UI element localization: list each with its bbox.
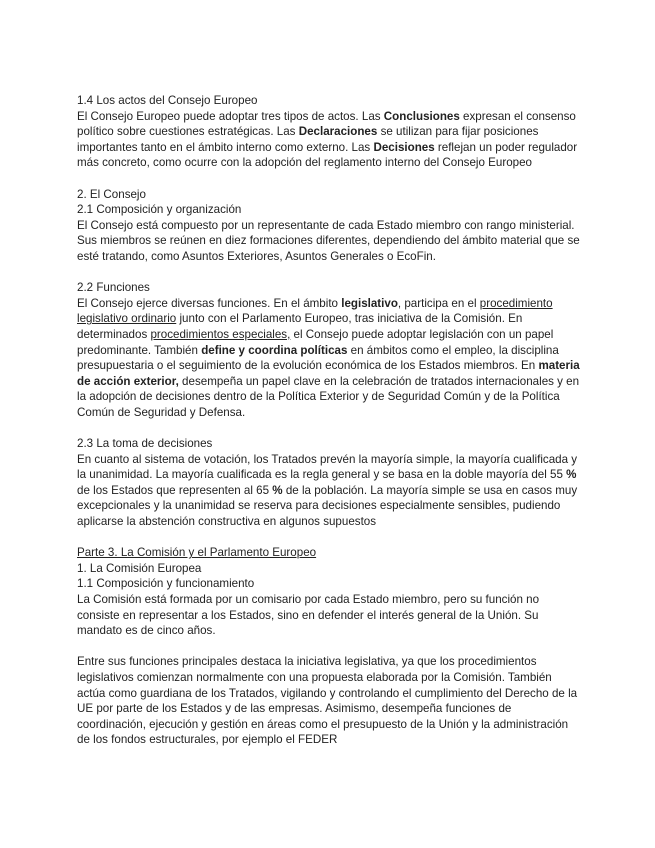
paragraph: La Comisión está formada por un comisario por cada Estado miembro, pero su función no consiste en representar a los Estados, sino en defender el interés general de la Unión. Su mandato es de cinco años.: [77, 593, 540, 638]
paragraph: Entre sus funciones principales destaca la iniciativa legislativa, ya que los procedimientos legislativos comienzan normalmente con una propuesta elaborada por la Comisión. También actúa como guardiana de los Tratados, vigilando y controlando el cumplimiento del Derecho de la UE por parte de los Estados y de las empresas. Asimismo, desempeña funciones de coordinación, ejecución y gestión en áreas como el presupuesto de la Unión y la administración de los fondos estructurales, por ejemplo el FEDER: [77, 655, 578, 747]
paragraph: El Consejo Europeo puede adoptar tres tipos de actos. Las Conclusiones expresan el consenso político sobre cuestiones estratégicas. Las Declaraciones se utilizan para fijar posiciones importantes tanto en el ámbito interno como externo. Las Decisiones reflejan un poder regulador más concreto, como ocurre con la adopción del reglamento interno del Consejo Europeo: [77, 109, 578, 170]
subsection-heading: 2.2 Funciones: [77, 281, 150, 295]
subsection-heading: 2.1 Composición y organización: [77, 203, 242, 217]
section-heading: 1. La Comisión Europea: [77, 561, 202, 575]
part-heading: Parte 3. La Comisión y el Parlamento Europeo: [77, 546, 317, 560]
section-heading: 1.4 Los actos del Consejo Europeo: [77, 94, 258, 107]
paragraph: En cuanto al sistema de votación, los Tratados prevén la mayoría simple, la mayoría cualificada y la unanimidad. La mayoría cualificada es la regla general y se basa en la doble mayoría del 55 % de los Estados que representen al 65 % de la población. La mayoría simple se usa en casos muy excepcionales y la unanimidad se reserva para decisiones especialmente sensibles, pudiendo aplicarse la abstención constructiva en algunos supuestos: [77, 452, 578, 529]
document-page: [77, 93, 582, 748]
paragraph: El Consejo ejerce diversas funciones. En el ámbito legislativo, participa en el procedimiento legislativo ordinario junto con el Parlamento Europeo, tras iniciativa de la Comisión. En determinados procedimientos especiales, el Consejo puede adoptar legislación con un papel predominante. También define y coordina políticas en ámbitos como el empleo, la disciplina presupuestaria o el seguimiento de la evolución económica de los Estados miembros. En materia de acción exterior, desempeña un papel clave en la celebración de tratados internacionales y en la adopción de decisiones dentro de la Política Exterior y de Seguridad Común y de la Política Común de Seguridad y Defensa.: [77, 296, 580, 419]
subsection-heading: 2.3 La toma de decisiones: [77, 437, 213, 451]
section-heading: 2. El Consejo: [77, 187, 146, 201]
subsection-heading: 1.1 Composición y funcionamiento: [77, 577, 255, 591]
paragraph: El Consejo está compuesto por un representante de cada Estado miembro con rango ministerial. Sus miembros se reúnen en diez formaciones diferentes, dependiendo del ámbito material que se esté tratando, como Asuntos Exteriores, Asuntos Generales o EcoFin.: [77, 218, 580, 263]
